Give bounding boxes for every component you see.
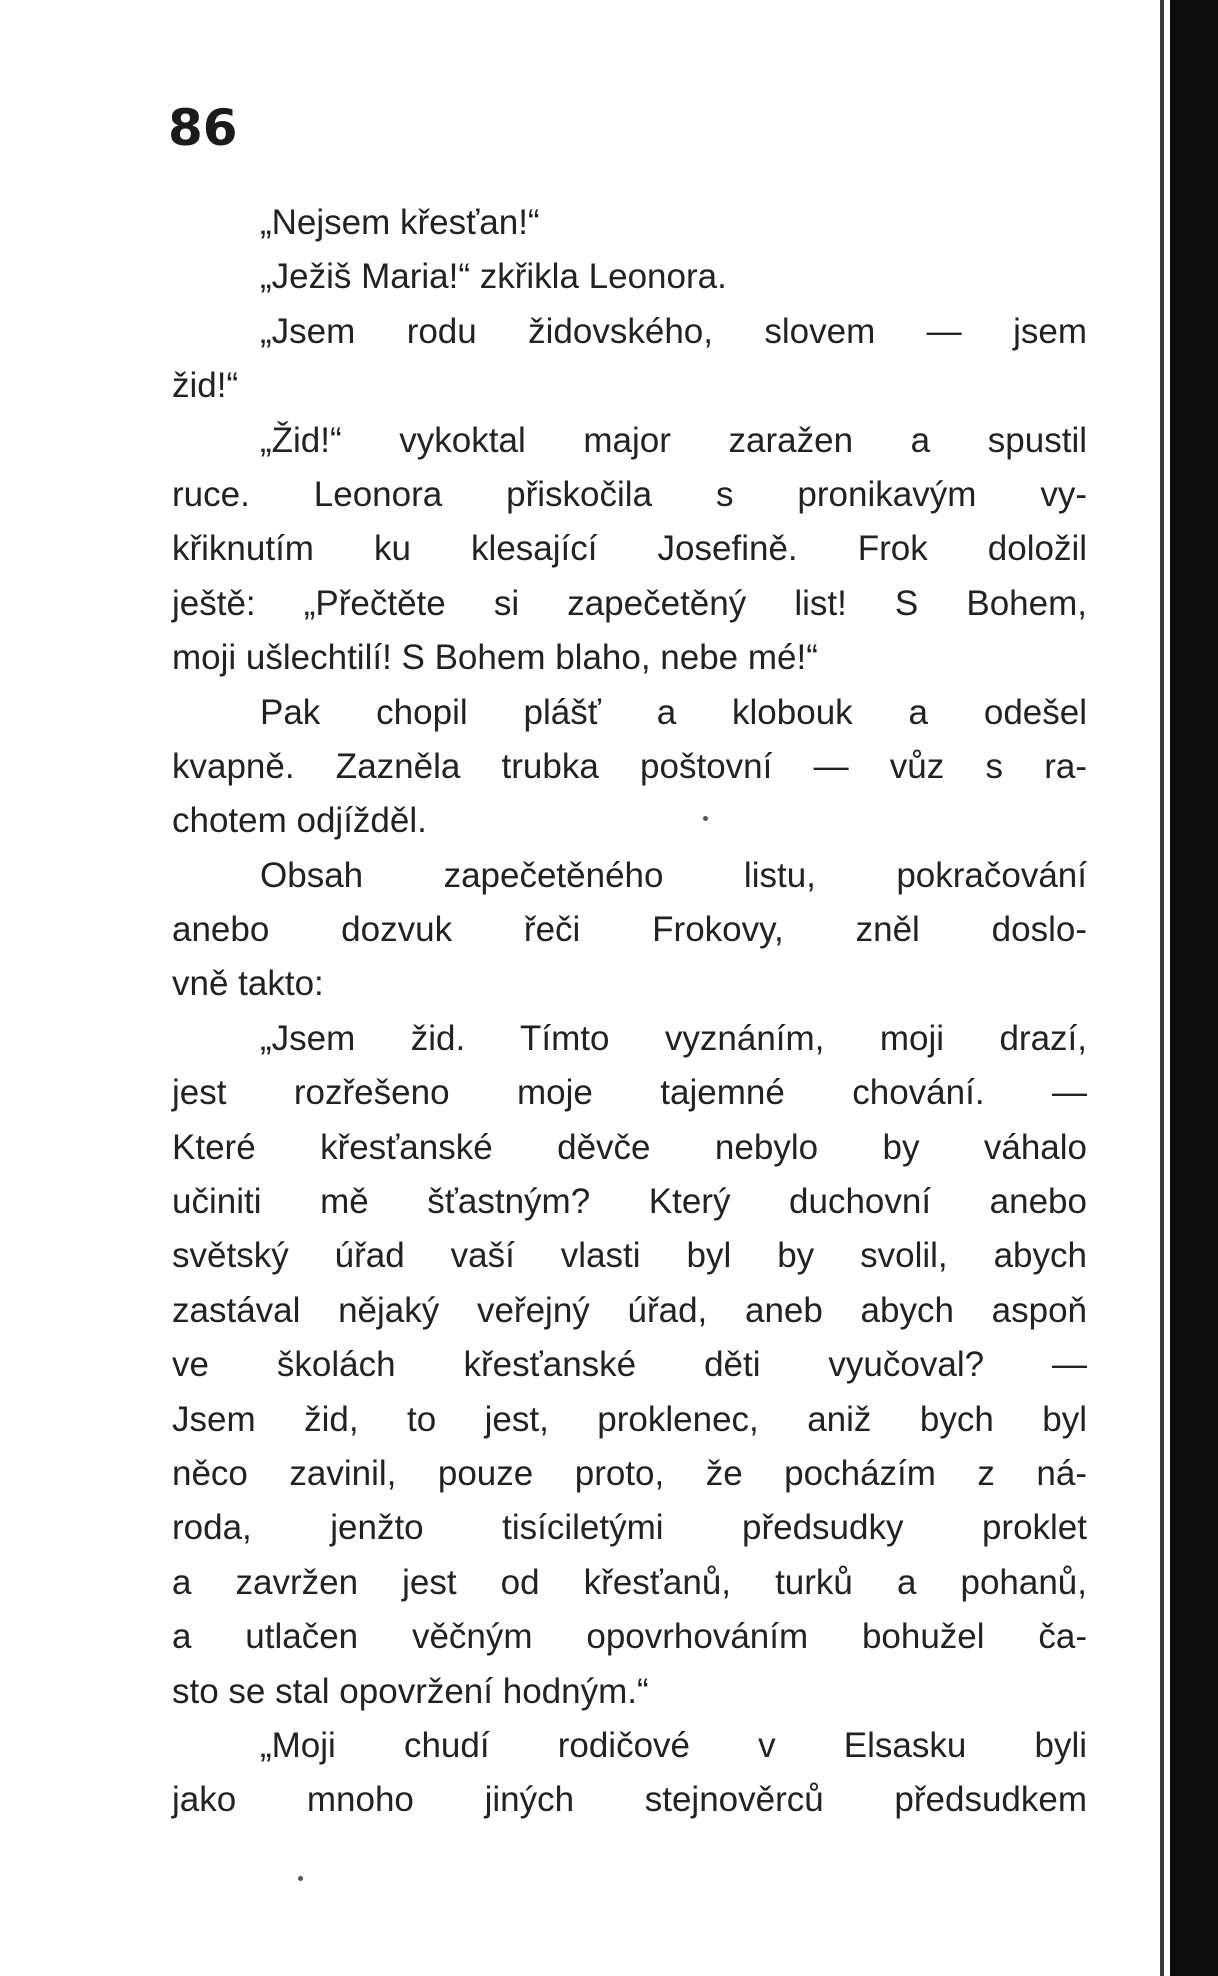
text-line: „Moji chudí rodičové v Elsasku byli	[260, 1725, 1087, 1765]
text-line: ve školách křesťanské děti vyučoval? —	[172, 1345, 1087, 1385]
print-speck	[298, 1876, 303, 1881]
text-line: jest rozřešeno moje tajemné chování. —	[172, 1073, 1087, 1113]
body-text	[172, 196, 1087, 1828]
text-line: Pak chopil plášť a klobouk a odešel	[260, 692, 1087, 732]
text-line: zastával nějaký veřejný úřad, aneb abych aspoň	[172, 1290, 1087, 1330]
text-line: křiknutím ku klesající Josefině. Frok doložil	[172, 529, 1087, 569]
text-line: Jsem žid, to jest, proklenec, aniž bych byl	[172, 1399, 1087, 1439]
binding-edge	[1170, 0, 1218, 1976]
text-line: něco zavinil, pouze proto, že pocházím z ná-	[172, 1453, 1087, 1493]
text-line: „Jsem žid. Tímto vyznáním, moji drazí,	[260, 1018, 1087, 1058]
page-number: 86	[168, 99, 238, 157]
text-line: žid!“	[172, 366, 239, 406]
text-line: chotem odjížděl.	[172, 801, 427, 841]
text-line: a zavržen jest od křesťanů, turků a pohanů,	[172, 1562, 1087, 1602]
text-line: učiniti mě šťastným? Který duchovní anebo	[172, 1182, 1087, 1222]
text-line: roda, jenžto tisíciletými předsudky proklet	[172, 1508, 1087, 1548]
text-line: ještě: „Přečtěte si zapečetěný list! S Bohem,	[172, 583, 1087, 623]
text-line: anebo dozvuk řeči Frokovy, zněl doslo-	[172, 910, 1087, 950]
text-line: ruce. Leonora přiskočila s pronikavým vy-	[172, 474, 1087, 514]
text-line: Obsah zapečetěného listu, pokračování	[260, 855, 1087, 895]
text-line: „Ježiš Maria!“ zkřikla Leonora.	[260, 257, 727, 297]
text-line: světský úřad vaší vlasti byl by svolil, abych	[172, 1236, 1087, 1276]
binding-shadow	[1160, 0, 1164, 1976]
text-line: moji ušlechtilí! S Bohem blaho, nebe mé!“	[172, 638, 818, 678]
text-line: „Nejsem křesťan!“	[260, 203, 540, 242]
text-line: a utlačen věčným opovrhováním bohužel ča-	[172, 1617, 1087, 1657]
text-line: „Žid!“ vykoktal major zaražen a spustil	[260, 420, 1087, 460]
text-line: Které křesťanské děvče nebylo by váhalo	[172, 1127, 1087, 1167]
text-line: jako mnoho jiných stejnověrců předsudkem	[172, 1780, 1087, 1820]
text-line: sto se stal opovržení hodným.“	[172, 1671, 649, 1711]
text-line: vně takto:	[172, 964, 324, 1004]
text-line: kvapně. Zazněla trubka poštovní — vůz s ra-	[172, 746, 1087, 786]
print-speck	[703, 816, 708, 821]
text-line: „Jsem rodu židovského, slovem — jsem	[260, 311, 1087, 351]
